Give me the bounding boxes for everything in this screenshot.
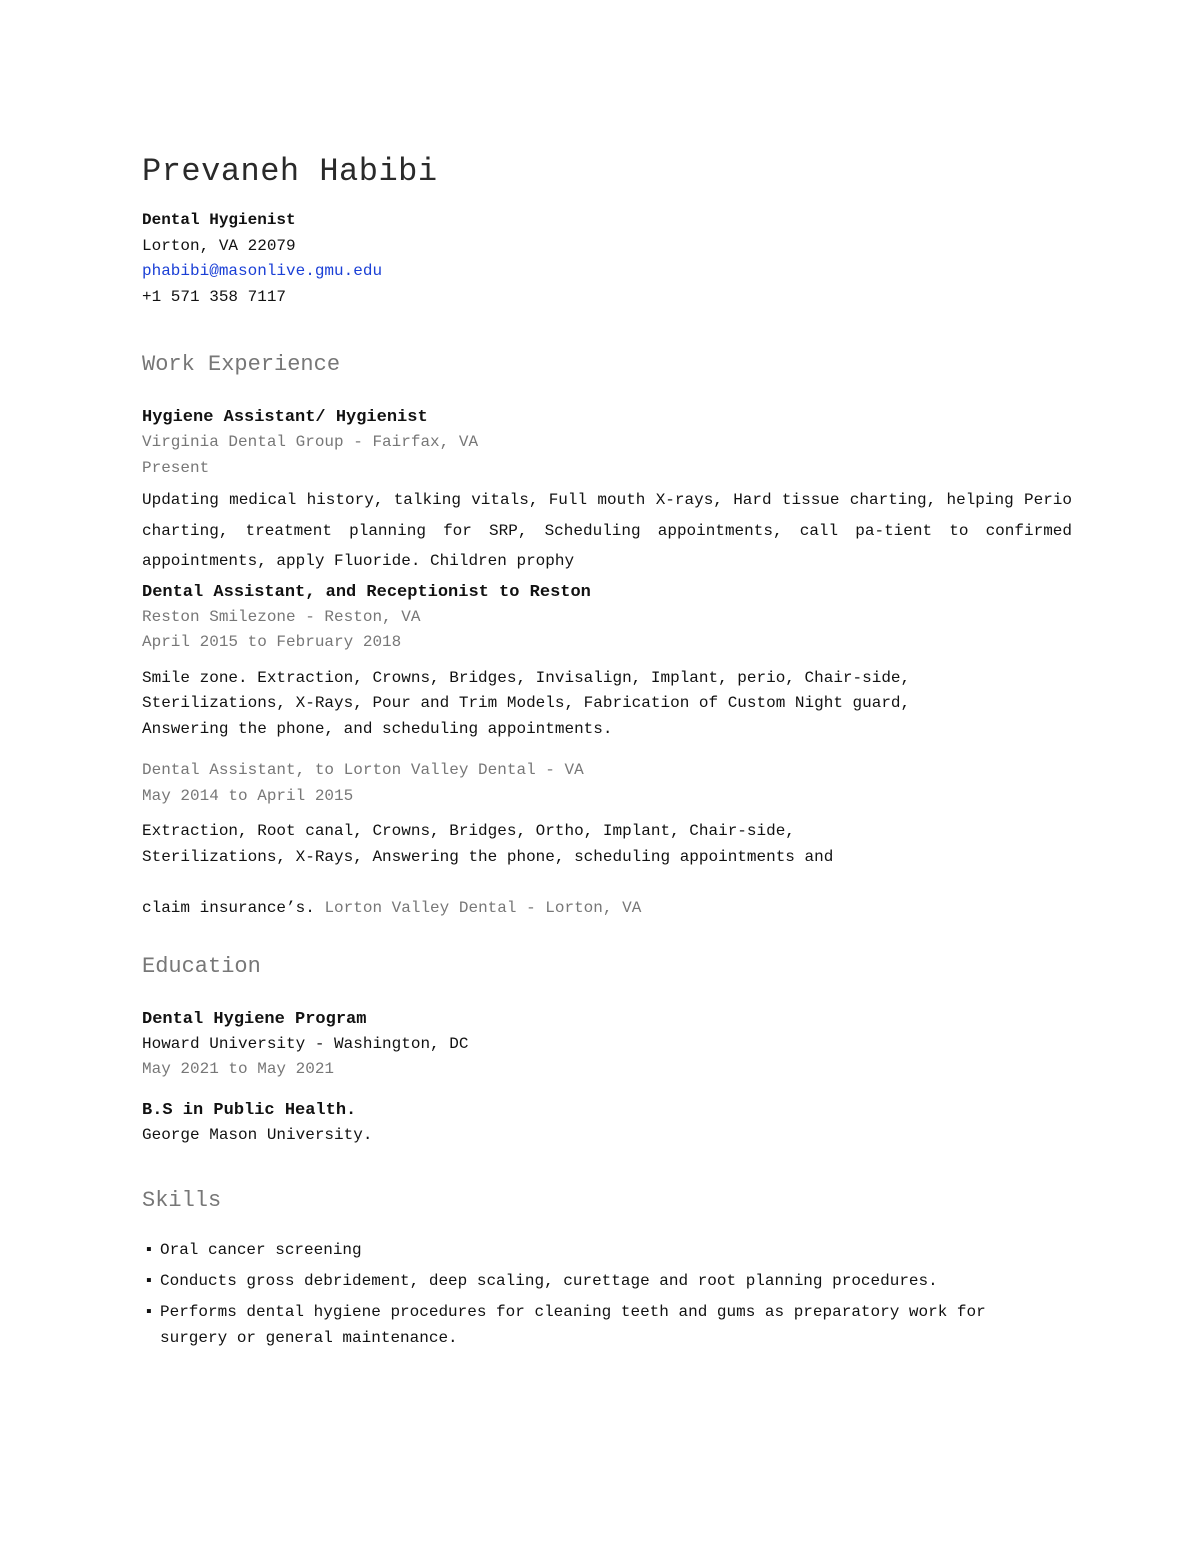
headline: Dental Hygienist bbox=[142, 211, 296, 229]
list-item bbox=[142, 1269, 1072, 1295]
job-dates: May 2014 to April 2015 bbox=[142, 786, 354, 805]
job-entry bbox=[142, 758, 1072, 922]
list-item bbox=[142, 1238, 1072, 1264]
skill-text: Performs dental hygiene procedures for cleaning teeth and gums as preparatory work for surgery or general maintenance. bbox=[160, 1303, 986, 1347]
section-title-work: Work Experience bbox=[142, 352, 341, 377]
phone-number: +1 571 358 7117 bbox=[142, 287, 287, 306]
job-company: Reston Smilezone - Reston, VA bbox=[142, 607, 421, 626]
education-degree: Dental Hygiene Program bbox=[142, 1009, 367, 1029]
email-link[interactable]: phabibi@masonlive.gmu.edu bbox=[142, 262, 383, 280]
list-item bbox=[142, 1300, 1040, 1351]
candidate-name: Prevaneh Habibi bbox=[142, 153, 438, 190]
job-description-line: Extraction, Root canal, Crowns, Bridges, Ortho, Implant, Chair-side, bbox=[142, 822, 795, 840]
skills-list bbox=[142, 1238, 1072, 1351]
bullet-icon: ▪ bbox=[144, 1241, 154, 1259]
job-description: Updating medical history, talking vitals, Full mouth X-rays, Hard tissue charting, helping Perio charting, treatment planning for SRP, Scheduling appointments, call pa-tient to confirmed appointments, apply Fluoride. Children prophy bbox=[142, 491, 1072, 570]
education-school: George Mason University. bbox=[142, 1125, 373, 1144]
job-entry bbox=[142, 581, 1072, 743]
contact-block bbox=[142, 208, 1072, 310]
skill-text: Conducts gross debridement, deep scaling, curettage and root planning procedures. bbox=[160, 1272, 938, 1290]
job-company: Dental Assistant, to Lorton Valley Dental - VA bbox=[142, 761, 584, 779]
job-description-tail bbox=[142, 896, 1072, 922]
education-school: Howard University - Washington, DC bbox=[142, 1034, 469, 1053]
education-entry bbox=[142, 1099, 1072, 1149]
section-title-education: Education bbox=[142, 953, 261, 979]
skill-text: Oral cancer screening bbox=[160, 1241, 362, 1259]
job-dates: Present bbox=[142, 458, 210, 477]
job-title: Dental Assistant, and Receptionist to Reston bbox=[142, 582, 591, 602]
bullet-icon: ▪ bbox=[144, 1272, 154, 1290]
education-degree: B.S in Public Health. bbox=[142, 1100, 357, 1120]
job-dates: April 2015 to February 2018 bbox=[142, 633, 402, 651]
location: Lorton, VA 22079 bbox=[142, 236, 296, 255]
job-title: Hygiene Assistant/ Hygienist bbox=[142, 408, 428, 427]
job-entry bbox=[142, 406, 1072, 577]
education-dates: May 2021 to May 2021 bbox=[142, 1060, 335, 1078]
job-tail-company: Lorton Valley Dental - Lorton, VA bbox=[324, 899, 642, 917]
education-entry bbox=[142, 1008, 1072, 1083]
job-description: Smile zone. Extraction, Crowns, Bridges, Invisalign, Implant, perio, Chair-side, Sterilizations, X-Rays, Pour and Trim Models, Fabrication of Custom Night guard, Answering the phone, and scheduling appointments. bbox=[142, 668, 911, 738]
section-title-skills: Skills bbox=[142, 1188, 222, 1213]
bullet-icon: ▪ bbox=[144, 1303, 154, 1321]
job-company: Virginia Dental Group - Fairfax, VA bbox=[142, 433, 479, 451]
resume-page bbox=[142, 150, 1072, 1357]
job-description-line: Sterilizations, X-Rays, Answering the phone, scheduling appointments and bbox=[142, 847, 834, 866]
job-description-tail-text: claim insurance’s. bbox=[142, 899, 315, 917]
